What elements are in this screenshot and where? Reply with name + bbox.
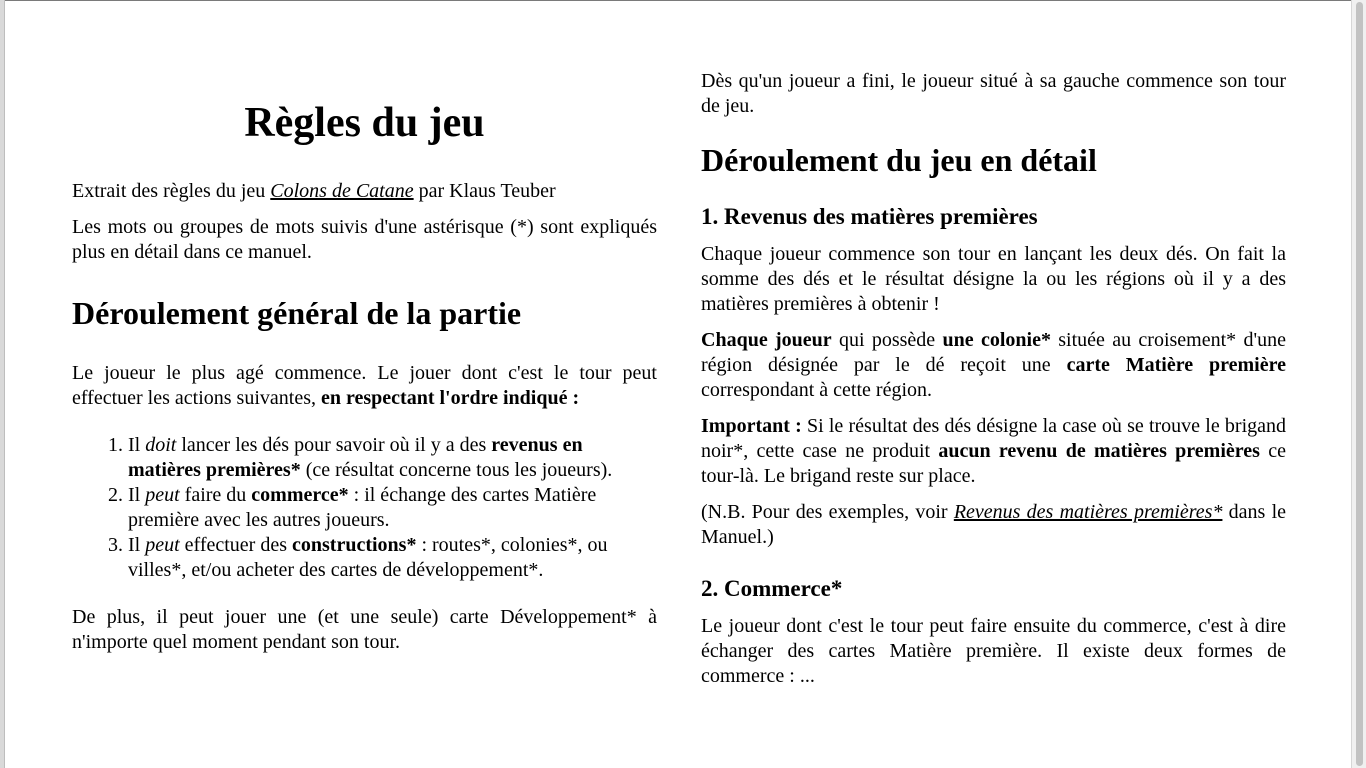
turn-end-paragraph: Dès qu'un joueur a fini, le joueur situé à sa gauche commence son tour de jeu. — [701, 70, 1286, 117]
brigand-paragraph: Important : Si le résultat des dés désigne la case où se trouve le brigand noir*, cette case ne produit aucun revenu de matières premières ce tour-là. Le brigand reste sur place. — [701, 415, 1287, 487]
intro-line: Extrait des règles du jeu Colons de Catane par Klaus Teuber — [72, 180, 556, 202]
subheading-revenus: 1. Revenus des matières premières — [701, 204, 1038, 229]
scrollbar-thumb[interactable] — [1356, 2, 1363, 766]
document-page — [72, 0, 1286, 768]
colonie-paragraph: Chaque joueur qui possède une colonie* située au croisement* d'une région désignée par le dé reçoit une carte Matière première correspondant à cette région. — [701, 329, 1286, 401]
page-title: Règles du jeu — [244, 100, 485, 146]
section-heading-detail: Déroulement du jeu en détail — [701, 142, 1097, 178]
asterisk-note: Les mots ou groupes de mots suivis d'une astérisque (*) sont expliqués plus en détail dans ce manuel. — [72, 216, 657, 263]
left-column — [72, 0, 657, 655]
commerce-paragraph: Le joueur dont c'est le tour peut faire ensuite du commerce, c'est à dire échanger des cartes Matière première. Il existe deux formes de commerce : ... — [701, 615, 1286, 687]
list-item: 2. Il peut faire du commerce* : il échange des cartes Matière première avec les autres joueurs. — [128, 483, 657, 533]
development-card-note: De plus, il peut jouer une (et une seule) carte Développement* à n'importe quel moment pendant son tour. — [72, 606, 657, 653]
list-item: 3. Il peut effectuer des constructions* : routes*, colonies*, ou villes*, et/ou acheter des cartes de développement*. — [128, 533, 657, 583]
example-note: (N.B. Pour des exemples, voir Revenus des matières premières* dans le Manuel.) — [701, 501, 1286, 548]
right-column — [701, 0, 1286, 689]
order-intro: Le joueur le plus agé commence. Le jouer dont c'est le tour peut effectuer les actions suivantes, en respectant l'ordre indiqué : — [72, 362, 657, 409]
vertical-scrollbar[interactable] — [1351, 0, 1366, 768]
actions-list — [72, 433, 657, 583]
book-title-link[interactable]: Colons de Catane — [270, 180, 414, 202]
subheading-commerce: 2. Commerce* — [701, 576, 843, 601]
revenus-paragraph: Chaque joueur commence son tour en lançant les deux dés. On fait la somme des dés et le résultat désigne la ou les régions où il y a des matières premières à obtenir ! — [701, 243, 1286, 315]
revenus-link[interactable]: Revenus des matières premières* — [953, 501, 1223, 523]
section-heading-general: Déroulement général de la partie — [72, 295, 522, 331]
list-item: 1. Il doit lancer les dés pour savoir où il y a des revenus en matières premières* (ce résultat concerne tous les joueurs). — [128, 433, 657, 483]
window-left-border — [0, 0, 5, 768]
